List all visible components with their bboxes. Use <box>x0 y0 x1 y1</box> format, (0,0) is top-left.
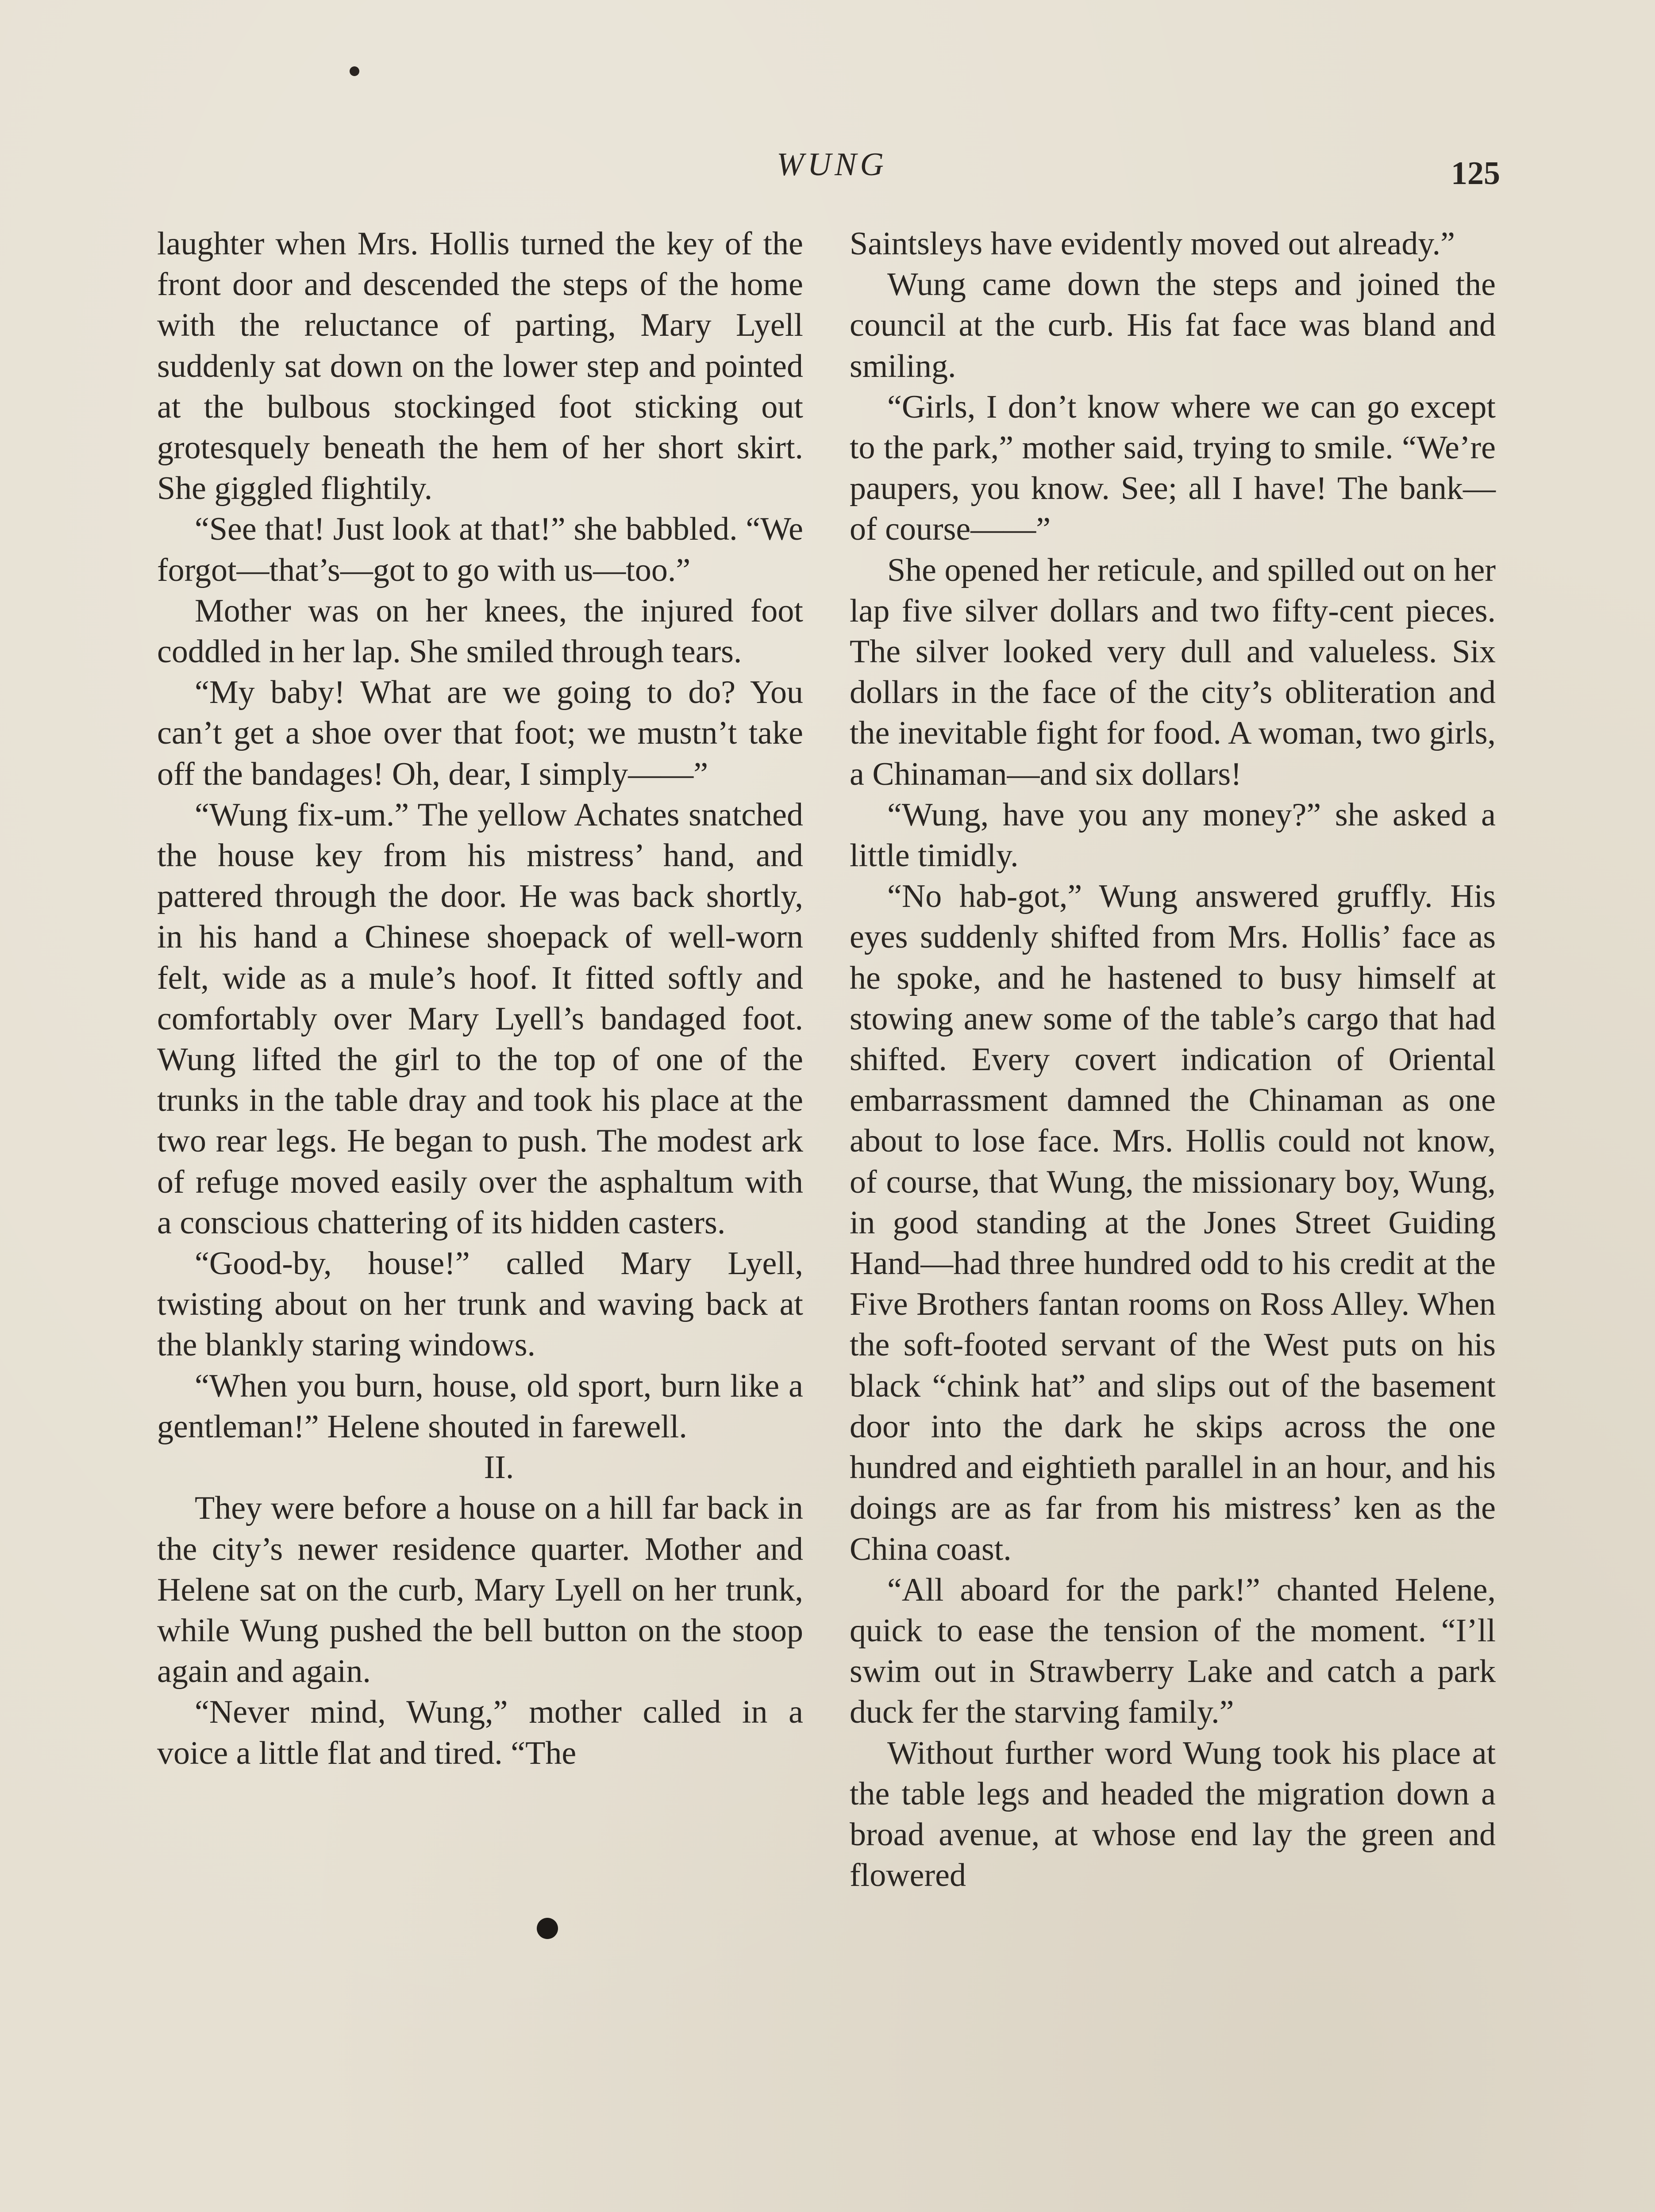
left-column <box>157 223 803 1774</box>
paragraph: “Girls, I don’t know where we can go except to the park,” mother said, trying to smile. “We’re paupers, you know. See; all I have! The bank—of course——” <box>850 388 1496 548</box>
ink-speck <box>350 66 359 76</box>
paragraph: “No hab-got,” Wung answered gruffly. His eyes suddenly shifted from Mrs. Hollis’ face as he spoke, and he hastened to busy himself at stowing anew some of the table’s cargo that had shifted. Every covert indication of Oriental embarrassment damned the Chinaman as one about to lose face. Mrs. Hollis could not know, of course, that Wung, the missionary boy, Wung, in good standing at the Jones Street Guiding Hand—had three hundred odd to his credit at the Five Brothers fantan rooms on Ross Alley. When the soft-footed servant of the West puts on his black “chink hat” and slips out of the basement door into the dark he skips across the one hundred and eightieth parallel in an hour, and his doings are as far from his mistress’ ken as the China coast. <box>850 878 1496 1567</box>
paragraph: Saintsleys have evidently moved out already.” <box>850 226 1455 262</box>
paragraph: “See that! Just look at that!” she babbled. “We forgot—that’s—got to go with us—too.” <box>157 511 803 588</box>
right-column <box>850 223 1496 1896</box>
page-number: 125 <box>1451 155 1500 192</box>
running-header-title: WUNG <box>777 146 887 183</box>
paragraph: Wung came down the steps and joined the council at the curb. His fat face was bland and smiling. <box>850 266 1496 384</box>
ink-blot <box>537 1918 558 1939</box>
paragraph: Without further word Wung took his place at the table legs and headed the migration down a broad avenue, at whose end lay the green and flowered <box>850 1735 1496 1894</box>
paragraph: “When you burn, house, old sport, burn like a gentleman!” Helene shouted in farewell. <box>157 1367 803 1445</box>
paragraph: “All aboard for the park!” chanted Helene, quick to ease the tension of the moment. “I’ll swim out in Strawberry Lake and catch a park duck fer the starving family.” <box>850 1571 1496 1731</box>
paragraph: She opened her reticule, and spilled out on her lap five silver dollars and two fifty-cent pieces. The silver looked very dull and valueless. Six dollars in the face of the city’s obliteration and the inevitable fight for food. A woman, two girls, a Chinaman—and six dollars! <box>850 552 1496 792</box>
paragraph: laughter when Mrs. Hollis turned the key of the front door and descended the steps of the home with the reluctance of parting, Mary Lyell suddenly sat down on the lower step and pointed at the bulbous stockinged foot sticking out grotesquely beneath the hem of her short skirt. She giggled flightily. <box>157 226 803 507</box>
paragraph: Mother was on her knees, the injured foot coddled in her lap. She smiled through tears. <box>157 592 803 670</box>
paragraph: “My baby! What are we going to do? You can’t get a shoe over that foot; we mustn’t take off the bandages! Oh, dear, I simply——” <box>157 674 803 792</box>
section-heading: II. <box>484 1449 514 1486</box>
paragraph: “Never mind, Wung,” mother called in a voice a little flat and tired. “The <box>157 1694 803 1771</box>
paragraph: “Good-by, house!” called Mary Lyell, twisting about on her trunk and waving back at the blankly staring windows. <box>157 1245 803 1363</box>
paragraph: “Wung, have you any money?” she asked a little timidly. <box>850 796 1496 874</box>
paragraph: “Wung fix-um.” The yellow Achates snatched the house key from his mistress’ hand, and pattered through the door. He was back shortly, in his hand a Chinese shoepack of well-worn felt, wide as a mule’s hoof. It fitted softly and comfortably over Mary Lyell’s bandaged foot. Wung lifted the girl to the top of one of the trunks in the table dray and took his place at the two rear legs. He began to push. The modest ark of refuge moved easily over the asphaltum with a conscious chattering of its hidden casters. <box>157 796 803 1241</box>
paragraph: They were before a house on a hill far back in the city’s newer residence quarter. Mother and Helene sat on the curb, Mary Lyell on her trunk, while Wung pushed the bell button on the stoop again and again. <box>157 1490 803 1690</box>
